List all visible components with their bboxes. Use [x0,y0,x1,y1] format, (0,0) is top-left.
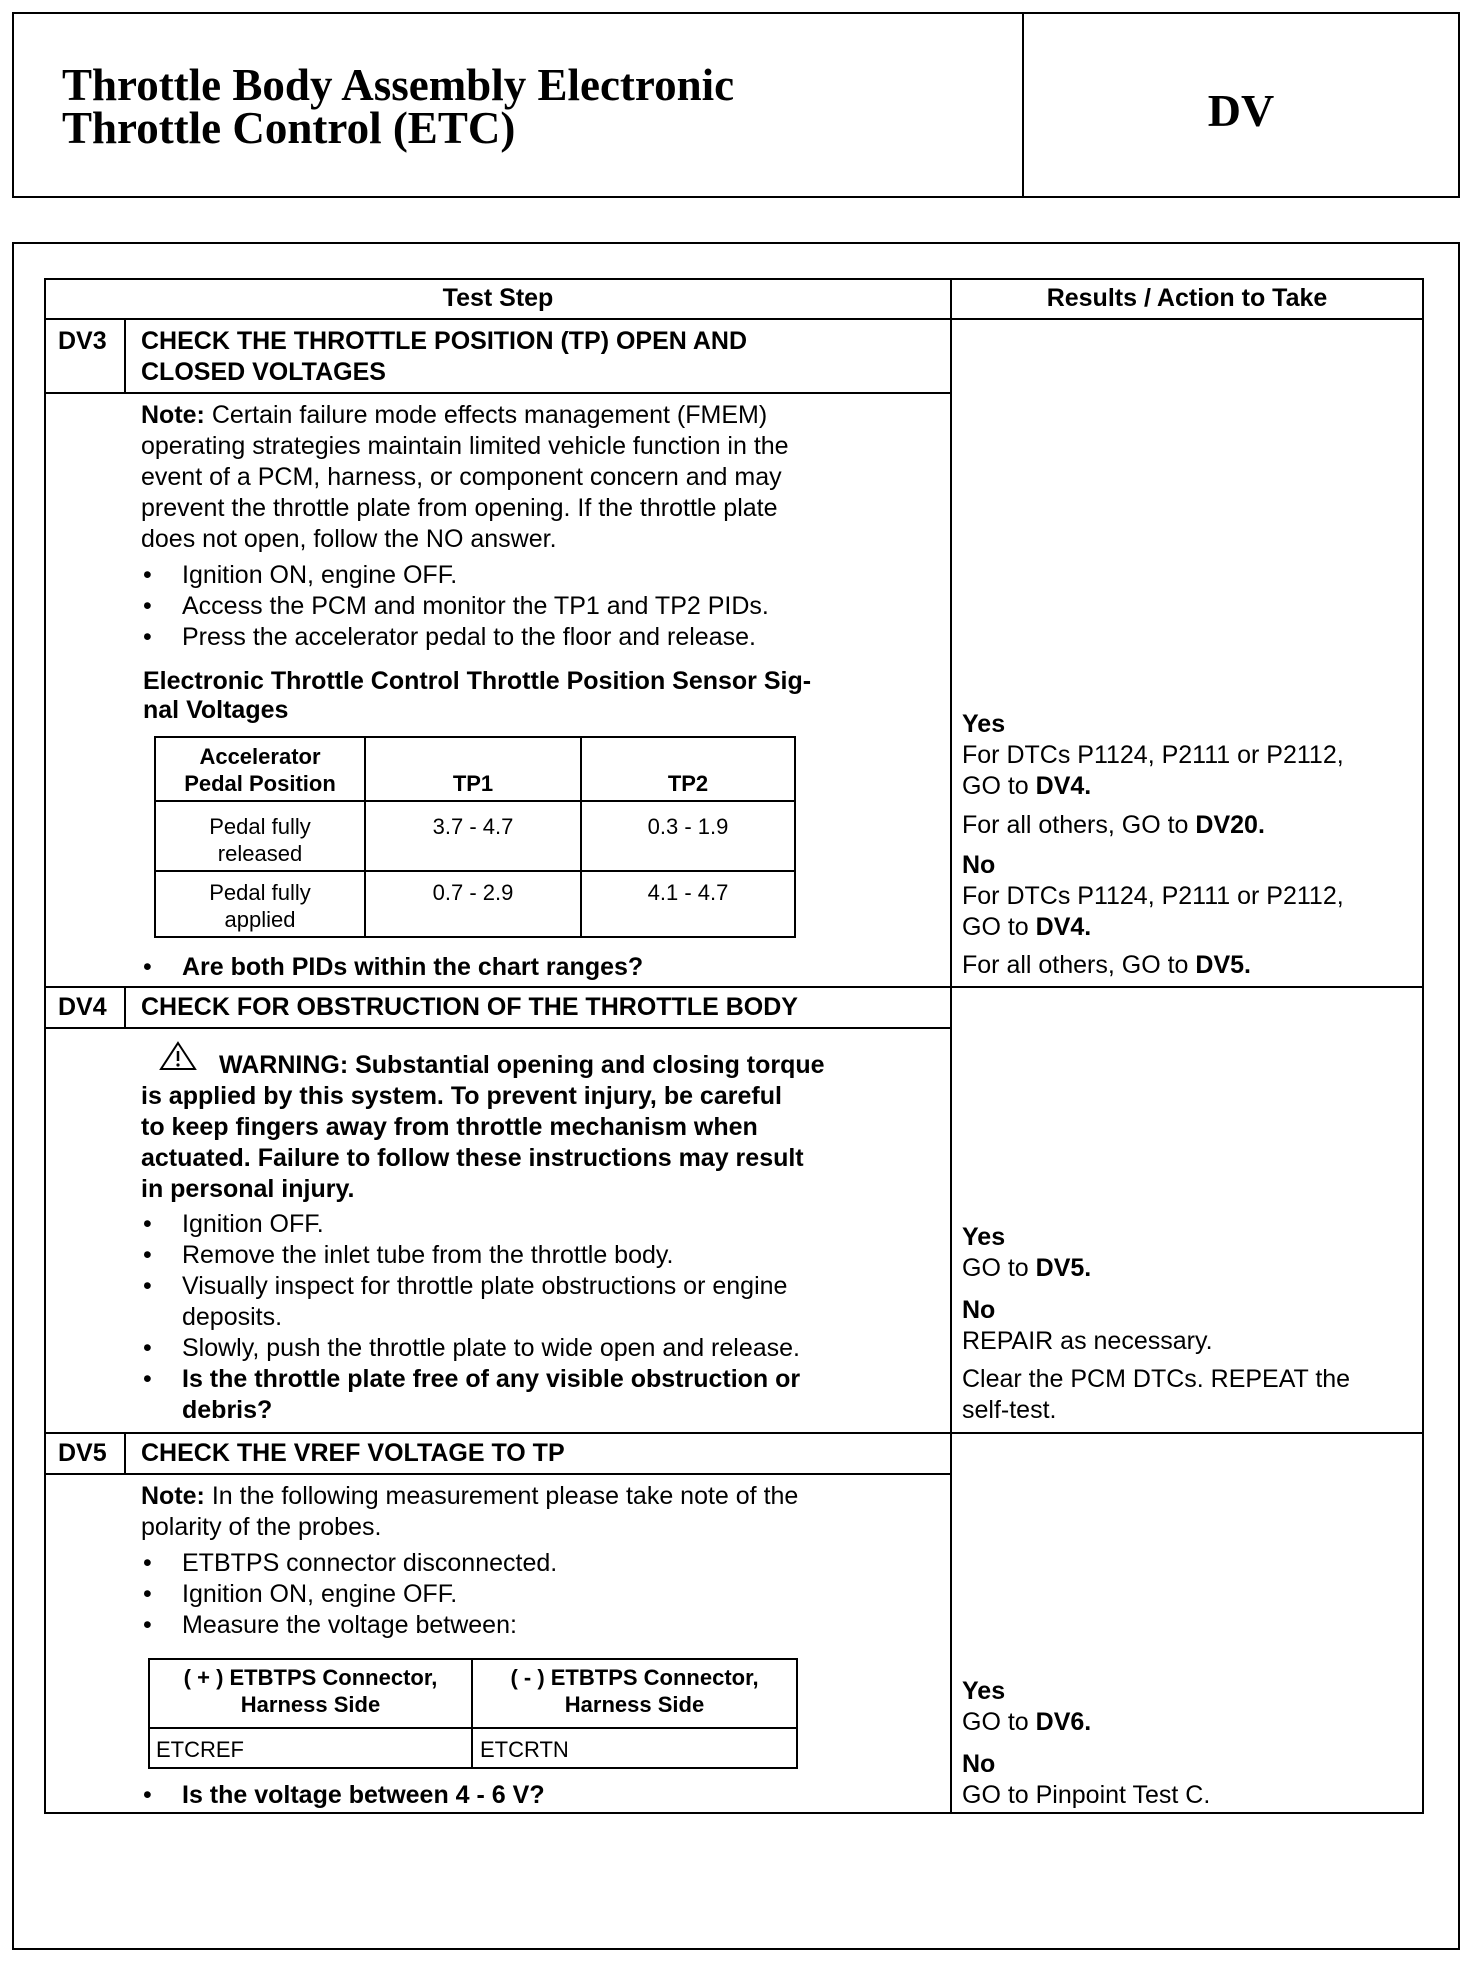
connector-table-header-pos-line-2: Harness Side [240,1692,381,1717]
table-right-border [1422,278,1424,1814]
dv3-no-line-3 [962,950,1251,981]
dv3-title-line-1: CHECK THE THROTTLE POSITION (TP) OPEN AND [141,327,748,355]
dv4-question-line-2: debris? [182,1396,273,1424]
column-header-test-step: Test Step [442,284,554,312]
bullet-icon: • [143,1781,152,1809]
dv3-step-id: DV3 [58,327,107,355]
dv3-no-line-2 [962,912,1091,943]
section-code: DV [1207,85,1275,136]
bullet-icon: • [143,561,152,589]
dv5-question: Is the voltage between 4 - 6 V? [182,1781,545,1809]
dv3-note-line-4: prevent the throttle plate from opening. If the throttle plate [141,494,778,522]
page-title-line-2: Throttle Control (ETC) [62,103,516,153]
dv5-id-divider [124,1432,126,1475]
tp-table-header-tp1: TP1 [452,771,494,796]
dv4-id-divider [124,986,126,1029]
tp-table-row2-pedal-line-2: applied [224,907,296,932]
dv5-note-line-1 [141,1481,798,1512]
table-left-border [44,278,46,1814]
dv4-warning-line-4: actuated. Failure to follow these instructions may result [141,1144,804,1172]
dv5-step-id: DV5 [58,1439,107,1467]
connector-table-header-neg-line-1: ( - ) ETBTPS Connector, [510,1665,759,1690]
tp-table-header-pedal-line-2: Pedal Position [184,771,336,796]
dv4-title-divider [44,1027,952,1029]
bullet-icon: • [143,1549,152,1577]
tp-table-row1-tp1: 3.7 - 4.7 [432,814,514,839]
column-header-results: Results / Action to Take [1046,284,1328,312]
tp-table-row2-tp2: 4.1 - 4.7 [647,880,729,905]
header-row-divider [44,318,1424,320]
warning-icon [158,1040,198,1072]
dv3-note-line-2: operating strategies maintain limited vehicle function in the [141,432,789,460]
dv4-no-line-2: Clear the PCM DTCs. REPEAT the [962,1365,1351,1393]
table-bottom-border [44,1812,1424,1814]
dv5-bullet-2: Ignition ON, engine OFF. [182,1580,458,1608]
dv3-dv4-divider [44,986,1424,988]
dv4-yes-ref: DV5. [1035,1254,1092,1282]
page-title-line-1: Throttle Body Assembly Electronic [62,60,735,110]
dv5-note-text-1: In the following measurement please take note of the [211,1482,799,1510]
dv4-no-label: No [962,1296,996,1324]
bullet-icon: • [143,1334,152,1362]
dv5-note-line-2: polarity of the probes. [141,1513,382,1541]
bullet-icon: • [143,1365,152,1393]
bullet-icon: • [143,623,152,651]
dv3-yes-all-ref: DV20. [1195,811,1265,839]
dv5-note-label: Note: [141,1482,205,1510]
connector-table-cell-neg: ETCRTN [480,1737,569,1762]
dv3-id-divider [124,318,126,394]
bullet-icon: • [143,1210,152,1238]
dv3-title-divider [44,392,952,394]
dv3-yes-line-2 [962,771,1091,802]
dv5-title: CHECK THE VREF VOLTAGE TO TP [141,1439,565,1467]
dv3-no-label: No [962,851,996,879]
dv3-note-line-3: event of a PCM, harness, or component concern and may [141,463,782,491]
dv4-bullet-4: Slowly, push the throttle plate to wide open and release. [182,1334,800,1362]
dv4-yes-line-1 [962,1253,1091,1284]
dv4-title: CHECK FOR OBSTRUCTION OF THE THROTTLE BODY [141,993,798,1021]
dv4-no-line-3: self-test. [962,1396,1057,1424]
connector-table-header-pos-line-1: ( + ) ETBTPS Connector, [183,1665,438,1690]
tp-table-header-divider [154,800,796,802]
dv3-no-all-ref: DV5. [1195,951,1252,979]
dv5-yes-line-1 [962,1707,1091,1738]
dv3-yes-all: For all others, GO to [962,811,1189,839]
dv4-yes-go: GO to [962,1254,1029,1282]
dv5-bullet-1: ETBTPS connector disconnected. [182,1549,558,1577]
bullet-icon: • [143,592,152,620]
dv3-yes-label: Yes [962,710,1006,738]
bullet-icon: • [143,1272,152,1300]
dv3-yes-ref: DV4. [1035,772,1092,800]
connector-table-header-neg-line-2: Harness Side [564,1692,705,1717]
dv3-note-label: Note: [141,401,205,429]
tp-table-row2-pedal-line-1: Pedal fully [209,880,311,905]
dv3-yes-go: GO to [962,772,1029,800]
page-title [62,60,735,153]
dv3-no-ref: DV4. [1035,913,1092,941]
dv3-note-text-1: Certain failure mode effects management (FMEM) [211,401,768,429]
dv4-question-line-1: Is the throttle plate free of any visible obstruction or [182,1365,801,1393]
dv5-yes-label: Yes [962,1677,1006,1705]
dv3-title-line-2: CLOSED VOLTAGES [141,358,386,386]
dv4-bullet-3-line-1: Visually inspect for throttle plate obstructions or engine [182,1272,788,1300]
dv3-no-all: For all others, GO to [962,951,1189,979]
dv5-yes-go: GO to [962,1708,1029,1736]
dv3-question: Are both PIDs within the chart ranges? [182,953,644,981]
tp-table-row2-tp1: 0.7 - 2.9 [432,880,514,905]
dv5-yes-ref: DV6. [1035,1708,1092,1736]
dv3-table-title-line-2: nal Voltages [143,696,289,724]
bullet-icon: • [143,1241,152,1269]
dv4-no-line-1: REPAIR as necessary. [962,1327,1213,1355]
dv4-warning-line-2: is applied by this system. To prevent injury, be careful [141,1082,782,1110]
tp-table-row-divider [154,870,796,872]
dv4-warning-line-1: WARNING: Substantial opening and closing torque [219,1051,825,1079]
dv4-yes-label: Yes [962,1223,1006,1251]
tp-table-row1-pedal-line-2: released [217,841,303,866]
tp-table-header-tp2: TP2 [667,771,709,796]
dv3-no-line-1: For DTCs P1124, P2111 or P2112, [962,882,1344,910]
dv5-bullet-3: Measure the voltage between: [182,1611,517,1639]
results-column-divider [950,278,952,1814]
dv4-step-id: DV4 [58,993,107,1021]
dv3-bullet-1: Ignition ON, engine OFF. [182,561,458,589]
dv3-bullet-3: Press the accelerator pedal to the floor and release. [182,623,756,651]
tp-table-header-pedal-line-1: Accelerator [199,744,321,769]
dv3-yes-line-3 [962,810,1265,841]
dv3-bullet-2: Access the PCM and monitor the TP1 and TP2 PIDs. [182,592,769,620]
header-box [12,12,1460,198]
bullet-icon: • [143,1611,152,1639]
table-top-border [44,278,1424,280]
connector-table-header-divider [148,1727,798,1729]
dv4-bullet-2: Remove the inlet tube from the throttle body. [182,1241,674,1269]
dv3-note-line-1 [141,400,767,431]
dv3-table-title-line-1: Electronic Throttle Control Throttle Position Sensor Sig- [143,667,812,695]
dv4-dv5-divider [44,1432,1424,1434]
bullet-icon: • [143,953,152,981]
dv4-bullet-3-line-2: deposits. [182,1303,283,1331]
dv5-title-divider [44,1473,952,1475]
dv3-yes-line-1: For DTCs P1124, P2111 or P2112, [962,741,1344,769]
connector-table-cell-pos: ETCREF [156,1737,244,1762]
dv5-no-line-1: GO to Pinpoint Test C. [962,1781,1211,1809]
dv4-warning-line-5: in personal injury. [141,1175,355,1203]
dv4-bullet-1: Ignition OFF. [182,1210,324,1238]
tp-table-row1-pedal-line-1: Pedal fully [209,814,311,839]
dv3-note-line-5: does not open, follow the NO answer. [141,525,557,553]
dv3-no-go: GO to [962,913,1029,941]
dv4-warning-line-3: to keep fingers away from throttle mechanism when [141,1113,758,1141]
tp-table-row1-tp2: 0.3 - 1.9 [647,814,729,839]
dv5-no-label: No [962,1750,996,1778]
bullet-icon: • [143,1580,152,1608]
